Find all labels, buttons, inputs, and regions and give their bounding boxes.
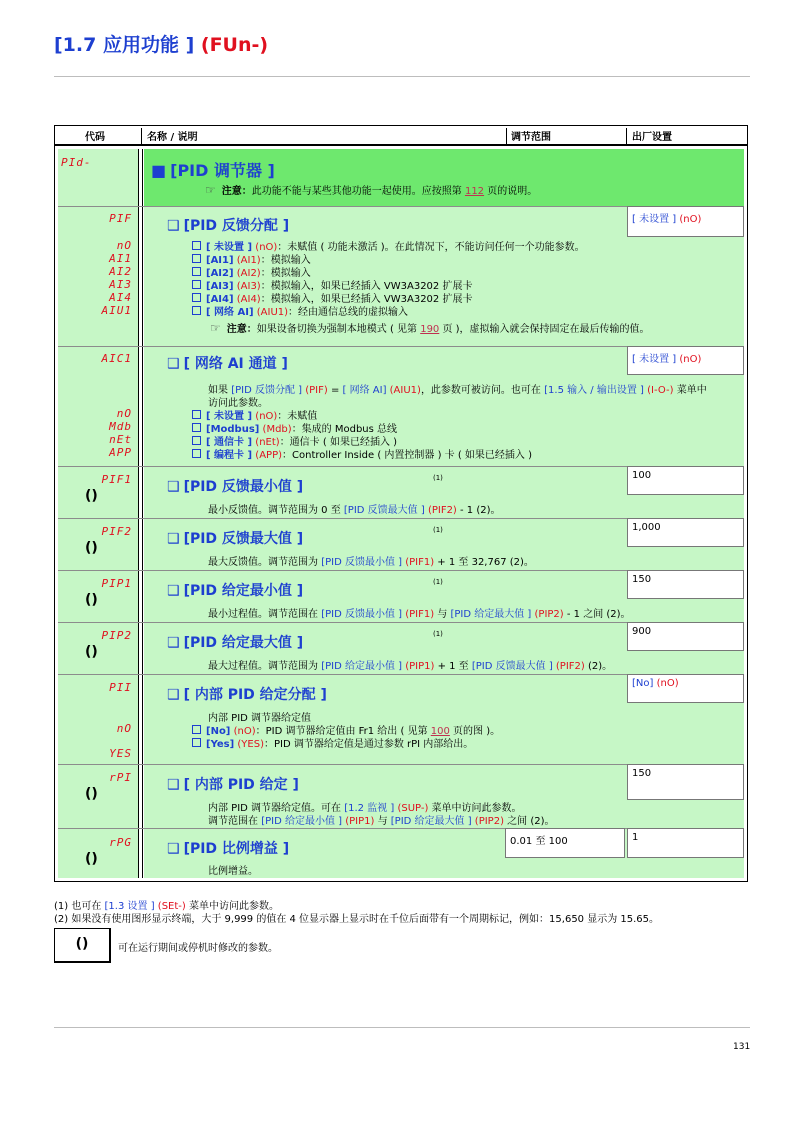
pif-note: ☞ 注意：如果设备切换为强制本地模式 ( 见第 190 页 )，虚拟输入就会保持固定在最后传输的值。 — [210, 321, 650, 335]
rpi-code: rPI — [109, 771, 132, 784]
pip1-title: ❑ [PID 给定最小值 ] — [167, 583, 304, 599]
rpg-desc: 比例增益。 — [208, 866, 258, 877]
checkbox-icon — [192, 293, 201, 302]
checkbox-icon — [192, 725, 201, 734]
checkbox-icon: ❑ — [167, 479, 180, 495]
pip2-desc: 最大过程值。调节范围为 [PID 给定最小值 ] (PIP1) + 1 至 [PID 反馈最大值 ] (PIF2) (2)。 — [208, 661, 613, 672]
option-code: AI4 — [109, 291, 132, 304]
option-code: AI2 — [109, 265, 132, 278]
rpi-desc-1: 内部 PID 调节器给定值。可在 [1.2 监视 ] (SUP-) 菜单中访问此参数。 — [208, 803, 522, 814]
checkbox-icon: ❑ — [167, 635, 180, 651]
checkbox-icon: ❑ — [167, 218, 180, 234]
list-item: [Yes] (YES)：PID 调节器给定值是通过参数 rPI 内部给出。 — [192, 735, 473, 750]
rpg-range-box: 0.01 至 100 — [505, 828, 625, 858]
rpg-code: rPG — [109, 836, 132, 849]
pii-code: PII — [109, 681, 132, 694]
checkbox-icon — [192, 306, 201, 315]
pii-title: ❑ [ 内部 PID 给定分配 ] — [167, 687, 327, 703]
list-item: [ 通信卡 ] (nEt)：通信卡 ( 如果已经插入 ) — [192, 433, 397, 448]
checkbox-icon: ❑ — [167, 356, 180, 372]
header-name: 名称 / 说明 — [147, 132, 198, 143]
pif2-title: ❑ [PID 反馈最大值 ] — [167, 531, 304, 547]
list-item: [ 未设置 ] (nO)：未赋值 — [192, 407, 317, 422]
page-title — [54, 30, 268, 57]
table-header — [54, 125, 748, 145]
checkbox-icon — [192, 280, 201, 289]
checkbox-icon — [192, 436, 201, 445]
pif1-desc: 最小反馈值。调节范围为 0 至 [PID 反馈最大值 ] (PIF2) - 1 (2)。 — [208, 505, 501, 516]
pip2-code: PIP2 — [101, 629, 132, 642]
rpi-default-box: 150 — [627, 764, 744, 800]
parameter-table — [54, 145, 748, 882]
pii-intro: 内部 PID 调节器给定值 — [208, 713, 312, 724]
list-item: [AI4] (AI4)：模拟输入，如果已经插入 VW3A3202 扩展卡 — [192, 290, 472, 305]
pif-code: PIF — [109, 212, 132, 225]
run-modify-icon: () — [85, 644, 98, 660]
list-item: [AI1] (AI1)：模拟输入 — [192, 251, 311, 266]
pip1-desc: 最小过程值。调节范围在 [PID 反馈最小值 ] (PIF1) 与 [PID 给定最大值 ] (PIP2) - 1 之间 (2)。 — [208, 609, 631, 620]
footnote-1: (1) 也可在 [1.3 设置 ] (SEt-) 菜单中访问此参数。 — [54, 901, 279, 912]
option-code: APP — [109, 446, 132, 459]
pip1-default-box: 150 — [627, 570, 744, 599]
rpi-desc-2: 调节范围在 [PID 给定最小值 ] (PIP1) 与 [PID 给定最大值 ] (PIP2) 之间 (2)。 — [208, 816, 555, 827]
list-item: [ 未设置 ] (nO)：未赋值 ( 功能未激活 )。在此情况下，不能访问任何一个功能参数。 — [192, 238, 585, 253]
list-item: [ 编程卡 ] (APP)：Controller Inside ( 内置控制器 ) 卡 ( 如果已经插入 ) — [192, 446, 532, 461]
list-item: [AI2] (AI2)：模拟输入 — [192, 264, 311, 279]
option-code: Mdb — [109, 420, 132, 433]
option-code: AIU1 — [101, 304, 132, 317]
rpg-title: ❑ [PID 比例增益 ] — [167, 841, 290, 857]
checkbox-icon: ❑ — [167, 687, 180, 703]
run-modify-icon: () — [85, 540, 98, 556]
header-range: 调节范围 — [511, 132, 551, 143]
checkbox-icon — [192, 410, 201, 419]
list-item: [No] (nO)：PID 调节器给定值由 Fr1 给出 ( 见第 100 页的图 )。 — [192, 722, 500, 737]
pointing-hand-icon: ☞ — [210, 321, 221, 335]
option-code: YES — [109, 747, 132, 760]
rpi-title: ❑ [ 内部 PID 给定 ] — [167, 777, 299, 793]
option-code: nEt — [109, 433, 132, 446]
checkbox-icon — [192, 241, 201, 250]
pif-title: ❑ [PID 反馈分配 ] — [167, 218, 290, 234]
pif2-desc: 最大反馈值。调节范围为 [PID 反馈最小值 ] (PIF1) + 1 至 32,767 (2)。 — [208, 557, 534, 568]
top-rule — [54, 76, 750, 77]
run-modify-icon: () — [85, 488, 98, 504]
pid-note: ☞ 注意：此功能不能与某些其他功能一起使用。应按照第 112 页的说明。 — [205, 183, 538, 197]
list-item: [ 网络 AI] (AIU1)：经由通信总线的虚拟输入 — [192, 303, 408, 318]
aic1-intro: 如果 [PID 反馈分配 ] (PIF) = [ 网络 AI] (AIU1)，此参数可被访问。也可在 [1.5 输入 / 输出设置 ] (I-O-) 菜单中 — [208, 385, 707, 396]
footnote-ref: (1) — [433, 630, 443, 638]
header-divider — [141, 128, 142, 146]
footnote-2: (2) 如果没有使用图形显示终端，大于 9,999 的值在 4 位显示器上显示时在千位后面带有一个周期标记，例如：15,650 显示为 15.65。 — [54, 914, 660, 925]
pif1-code: PIF1 — [101, 473, 132, 486]
pid-title: ■ [PID 调节器 ] — [151, 161, 275, 180]
checkbox-icon — [192, 267, 201, 276]
aic1-default-box: [ 未设置 ] (nO) — [627, 346, 744, 375]
pip2-default-box: 900 — [627, 622, 744, 651]
footnote-ref: (1) — [433, 474, 443, 482]
title-name: (FUn-) — [200, 34, 269, 56]
run-modify-icon: () — [54, 928, 111, 963]
rpg-default-box: 1 — [627, 828, 744, 858]
header-default: 出厂设置 — [632, 132, 672, 143]
option-code: AI3 — [109, 278, 132, 291]
page-number: 131 — [733, 1042, 751, 1052]
checkbox-icon: ❑ — [167, 777, 180, 793]
pointing-hand-icon: ☞ — [205, 183, 216, 197]
footnote-ref: (1) — [433, 578, 443, 586]
bottom-rule — [54, 1027, 750, 1028]
option-code: AI1 — [109, 252, 132, 265]
option-code: nO — [116, 407, 132, 420]
header-divider — [626, 128, 627, 146]
list-item: [Modbus] (Mdb)：集成的 Modbus 总线 — [192, 420, 397, 435]
pif1-title: ❑ [PID 反馈最小值 ] — [167, 479, 304, 495]
checkbox-icon: ❑ — [167, 583, 180, 599]
pif-default-box: [ 未设置 ] (nO) — [627, 206, 744, 237]
run-modify-icon: () — [85, 592, 98, 608]
option-code: nO — [116, 722, 132, 735]
pip1-code: PIP1 — [101, 577, 132, 590]
footnote-ref: (1) — [433, 526, 443, 534]
column-divider — [138, 149, 143, 878]
legend-text: 可在运行期间或停机时修改的参数。 — [118, 943, 278, 954]
run-modify-icon: () — [85, 786, 98, 802]
pif2-code: PIF2 — [101, 525, 132, 538]
checkbox-icon — [192, 254, 201, 263]
checkbox-icon: ❑ — [167, 841, 180, 857]
pif2-default-box: 1,000 — [627, 518, 744, 547]
title-code: [1.7 应用功能 ] — [54, 34, 195, 56]
pip2-title: ❑ [PID 给定最大值 ] — [167, 635, 304, 651]
header-code: 代码 — [85, 132, 105, 143]
checkbox-icon — [192, 738, 201, 747]
square-icon: ■ — [151, 161, 167, 180]
run-modify-icon: () — [85, 851, 98, 867]
checkbox-icon — [192, 423, 201, 432]
aic1-intro-2: 访问此参数。 — [208, 398, 268, 409]
checkbox-icon — [192, 449, 201, 458]
aic1-title: ❑ [ 网络 AI 通道 ] — [167, 356, 288, 372]
checkbox-icon: ❑ — [167, 531, 180, 547]
aic1-code: AIC1 — [101, 352, 132, 365]
option-code: nO — [116, 239, 132, 252]
pid-code: PId- — [61, 156, 92, 169]
pii-default-box: [No] (nO) — [627, 674, 744, 703]
header-divider — [506, 128, 507, 146]
pif1-default-box: 100 — [627, 466, 744, 495]
list-item: [AI3] (AI3)：模拟输入，如果已经插入 VW3A3202 扩展卡 — [192, 277, 472, 292]
